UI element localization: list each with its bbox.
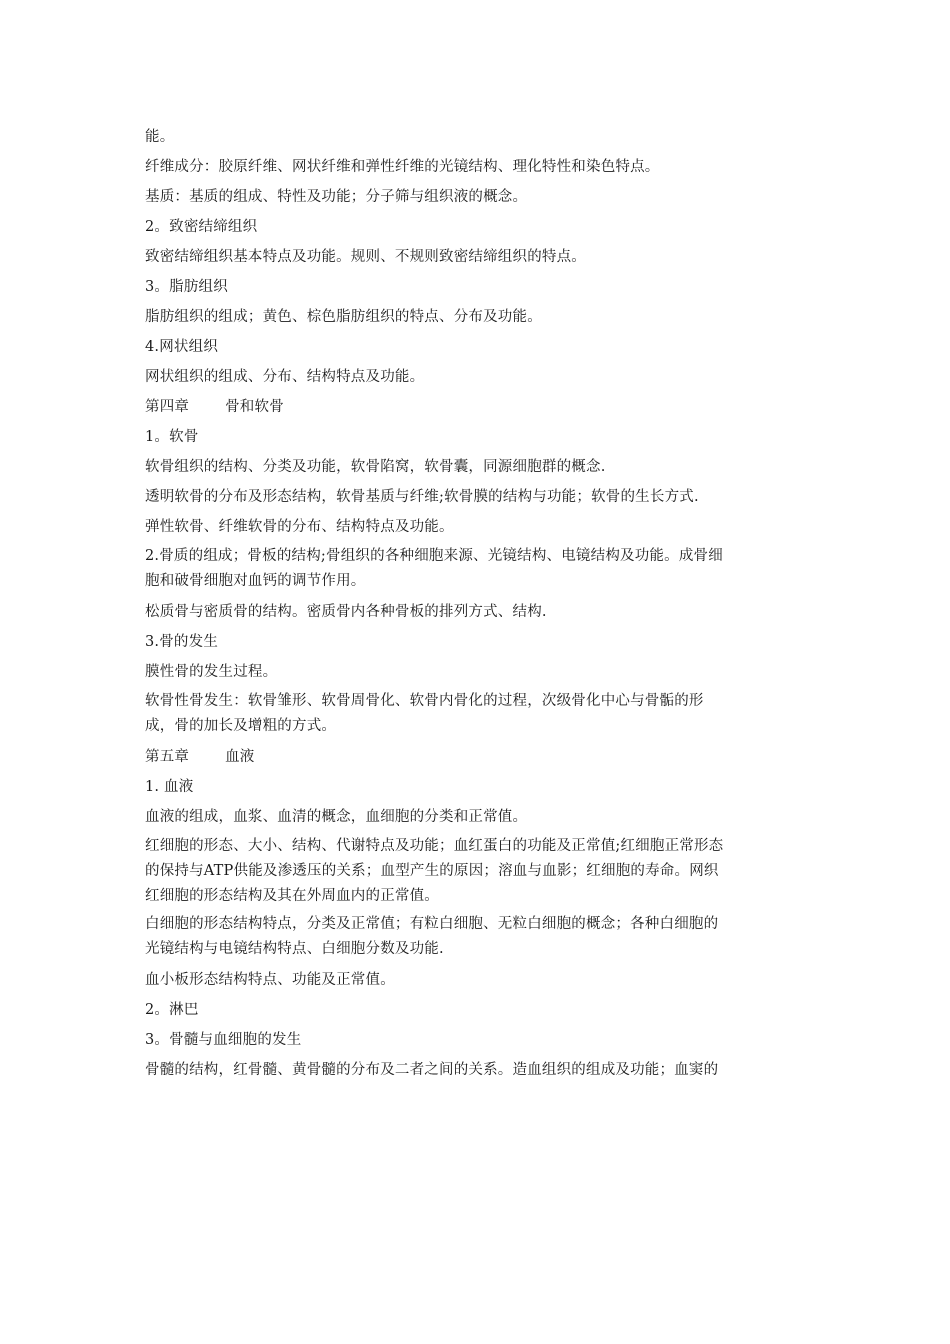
section-heading: 3。脂肪组织: [145, 279, 228, 295]
text-line: 骨髓的结构，红骨髓、黄骨髓的分布及二者之间的关系。造血组织的组成及功能；血窦的: [145, 1062, 719, 1078]
text-line: 纤维成分：胶原纤维、网状纤维和弹性纤维的光镜结构、理化特性和染色特点。: [145, 159, 660, 175]
chapter-heading: [145, 742, 805, 772]
text-line: 弹性软骨、纤维软骨的分布、结构特点及功能。: [145, 519, 454, 535]
text-line: 血小板形态结构特点、功能及正常值。: [145, 972, 395, 988]
text-line: 网状组织的组成、分布、结构特点及功能。: [145, 369, 425, 385]
chapter-number: 第四章: [145, 399, 190, 415]
text-line: 能。: [145, 129, 175, 145]
text-line: 脂肪组织的组成；黄色、棕色脂肪组织的特点、分布及功能。: [145, 309, 542, 325]
chapter-title: 骨和软骨: [225, 399, 284, 415]
text-line: 软骨组织的结构、分类及功能，软骨陷窝，软骨囊，同源细胞群的概念.: [145, 459, 606, 475]
paragraph-line: 成，骨的加长及增粗的方式。: [145, 718, 337, 734]
section-heading: 1。软骨: [145, 429, 199, 445]
paragraph-line: 2.骨质的组成；骨板的结构;骨组织的各种细胞来源、光镜结构、电镜结构及功能。成骨细: [145, 548, 723, 564]
text-line: 致密结缔组织基本特点及功能。规则、不规则致密结缔组织的特点。: [145, 249, 586, 265]
section-heading: 2。淋巴: [145, 1002, 199, 1018]
section-heading: 3.骨的发生: [145, 634, 219, 650]
text-line: 松质骨与密质骨的结构。密质骨内各种骨板的排列方式、结构.: [145, 604, 547, 620]
paragraph-line: 白细胞的形态结构特点，分类及正常值；有粒白细胞、无粒白细胞的概念；各种白细胞的: [145, 916, 719, 932]
paragraph-line: 软骨性骨发生：软骨雏形、软骨周骨化、软骨内骨化的过程，次级骨化中心与骨骺的形: [145, 693, 704, 709]
section-heading: 3。骨髓与血细胞的发生: [145, 1032, 302, 1048]
section-heading: 1. 血液: [145, 779, 194, 795]
paragraph: [145, 912, 805, 962]
text-line: 膜性骨的发生过程。: [145, 664, 278, 680]
paragraph: [145, 834, 805, 909]
section-heading: 4.网状组织: [145, 339, 219, 355]
text-line: 透明软骨的分布及形态结构，软骨基质与纤维;软骨膜的结构与功能；软骨的生长方式.: [145, 489, 699, 505]
chapter-heading: [145, 392, 805, 422]
paragraph: [145, 689, 805, 739]
document-body: [145, 122, 805, 1085]
paragraph-line: 胞和破骨细胞对血钙的调节作用。: [145, 573, 366, 589]
section-heading: 2。致密结缔组织: [145, 219, 258, 235]
chapter-number: 第五章: [145, 749, 190, 765]
paragraph-line: 光镜结构与电镜结构特点、白细胞分数及功能.: [145, 941, 444, 957]
text-line: 血液的组成，血浆、血清的概念，血细胞的分类和正常值。: [145, 809, 528, 825]
paragraph-line: 的保持与ATP供能及渗透压的关系；血型产生的原因；溶血与血影；红细胞的寿命。网织: [145, 863, 719, 879]
chapter-title: 血液: [225, 749, 255, 765]
text-line: 基质：基质的组成、特性及功能；分子筛与组织液的概念。: [145, 189, 528, 205]
paragraph-line: 红细胞的形态结构及其在外周血内的正常值。: [145, 888, 439, 904]
paragraph-line: 红细胞的形态、大小、结构、代谢特点及功能；血红蛋白的功能及正常值;红细胞正常形态: [145, 838, 724, 854]
paragraph: [145, 544, 805, 594]
